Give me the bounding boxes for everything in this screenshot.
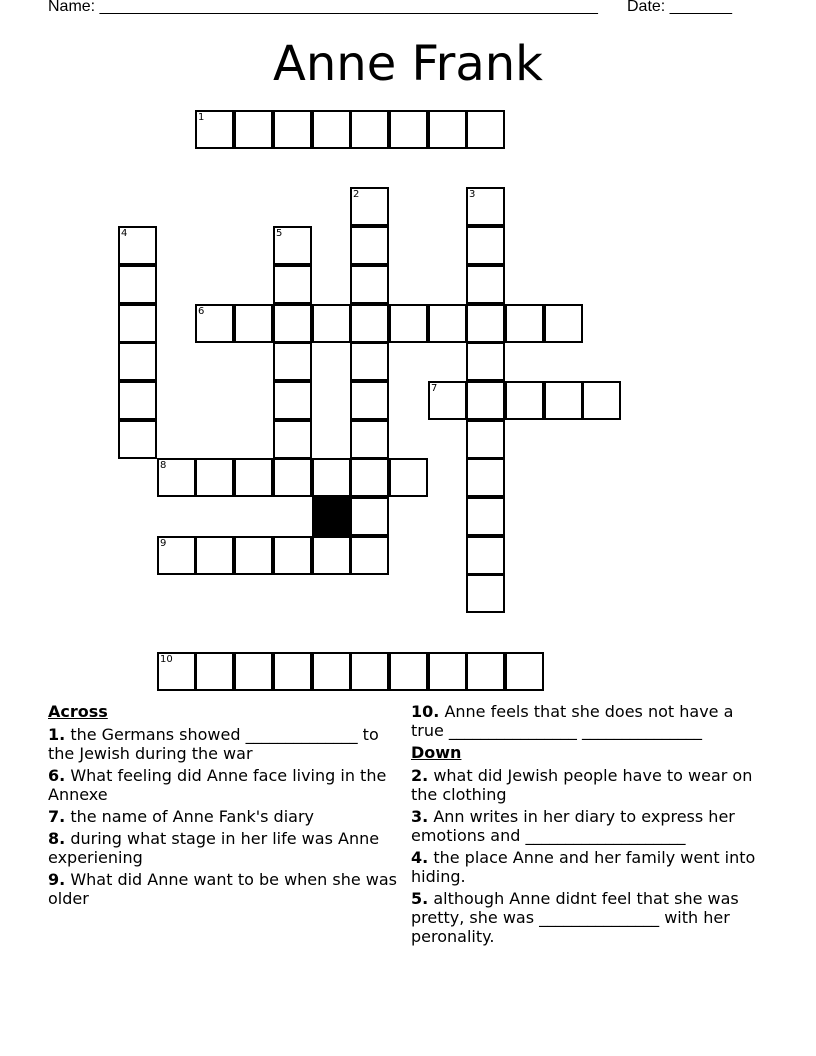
- crossword-cell[interactable]: [273, 652, 312, 691]
- crossword-cell[interactable]: [466, 458, 505, 497]
- crossword-cell[interactable]: [118, 342, 157, 381]
- clue-number: 4: [121, 228, 128, 239]
- crossword-cell[interactable]: [466, 187, 505, 226]
- clue-down-3: 3. Ann writes in her diary to express her emotions and ____________________: [411, 807, 735, 845]
- crossword-black-cell: [312, 497, 351, 536]
- crossword-cell[interactable]: [234, 536, 273, 575]
- clue-number: 1: [198, 112, 205, 123]
- crossword-cell[interactable]: [273, 458, 312, 497]
- crossword-cell[interactable]: [350, 110, 389, 149]
- crossword-cell[interactable]: [350, 420, 389, 459]
- crossword-cell[interactable]: [466, 574, 505, 613]
- crossword-cell[interactable]: [118, 381, 157, 420]
- crossword-cell[interactable]: [389, 304, 428, 343]
- page-title: Anne Frank: [273, 36, 543, 92]
- crossword-cell[interactable]: [312, 304, 351, 343]
- crossword-cell[interactable]: [350, 652, 389, 691]
- crossword-cell[interactable]: [350, 497, 389, 536]
- clue-down-2: 2. what did Jewish people have to wear on the clothing: [411, 766, 753, 804]
- crossword-cell[interactable]: [582, 381, 621, 420]
- crossword-cell[interactable]: [312, 458, 351, 497]
- crossword-cell[interactable]: [273, 381, 312, 420]
- name-field-label: Name: ________________________________________________________: [48, 0, 598, 15]
- crossword-cell[interactable]: [273, 226, 312, 265]
- crossword-cell[interactable]: [273, 304, 312, 343]
- crossword-cell[interactable]: [544, 304, 583, 343]
- crossword-cell[interactable]: [466, 652, 505, 691]
- crossword-cell[interactable]: [389, 458, 428, 497]
- crossword-cell[interactable]: [389, 652, 428, 691]
- crossword-cell[interactable]: [195, 304, 234, 343]
- crossword-cell[interactable]: [428, 304, 467, 343]
- crossword-cell[interactable]: [273, 420, 312, 459]
- crossword-cell[interactable]: [466, 381, 505, 420]
- crossword-cell[interactable]: [118, 420, 157, 459]
- crossword-cell[interactable]: [195, 652, 234, 691]
- clue-across-6: 6. What feeling did Anne face living in the Annexe: [48, 766, 387, 804]
- clue-across-7: 7. the name of Anne Fank's diary: [48, 807, 314, 826]
- clue-number: 3: [469, 189, 476, 200]
- crossword-cell[interactable]: [273, 536, 312, 575]
- crossword-cell[interactable]: [350, 226, 389, 265]
- crossword-cell[interactable]: [195, 458, 234, 497]
- crossword-cell[interactable]: [273, 342, 312, 381]
- crossword-cell[interactable]: [157, 536, 196, 575]
- clue-across-9: 9. What did Anne want to be when she was older: [48, 870, 397, 908]
- crossword-cell[interactable]: [234, 304, 273, 343]
- clues-right-column: [411, 702, 766, 949]
- crossword-cell[interactable]: [505, 652, 544, 691]
- crossword-cell[interactable]: [466, 110, 505, 149]
- clue-number: 7: [431, 383, 438, 394]
- crossword-cell[interactable]: [195, 536, 234, 575]
- clue-down-4: 4. the place Anne and her family went into hiding.: [411, 848, 756, 886]
- crossword-cell[interactable]: [118, 265, 157, 304]
- clue-number: 2: [353, 189, 360, 200]
- crossword-cell[interactable]: [350, 536, 389, 575]
- crossword-cell[interactable]: [118, 304, 157, 343]
- crossword-cell[interactable]: [350, 342, 389, 381]
- clue-across-8: 8. during what stage in her life was Anne experiening: [48, 829, 380, 867]
- crossword-cell[interactable]: [466, 226, 505, 265]
- clue-across-1: 1. the Germans showed ______________ to the Jewish during the war: [48, 725, 379, 763]
- down-heading: Down: [411, 743, 462, 762]
- crossword-cell[interactable]: [312, 652, 351, 691]
- clue-across-10: 10. Anne feels that she does not have a true ________________ _______________: [411, 702, 734, 740]
- crossword-cell[interactable]: [195, 110, 234, 149]
- crossword-cell[interactable]: [350, 381, 389, 420]
- crossword-cell[interactable]: [428, 381, 467, 420]
- crossword-cell[interactable]: [466, 342, 505, 381]
- crossword-cell[interactable]: [428, 652, 467, 691]
- crossword-cell[interactable]: [544, 381, 583, 420]
- crossword-cell[interactable]: [428, 110, 467, 149]
- clue-number: 8: [160, 460, 167, 471]
- clue-down-5: 5. although Anne didnt feel that she was pretty, she was _______________ with her peronality.: [411, 889, 739, 946]
- crossword-cell[interactable]: [350, 265, 389, 304]
- clues-left-column: [48, 702, 403, 911]
- crossword-cell[interactable]: [350, 458, 389, 497]
- crossword-cell[interactable]: [234, 110, 273, 149]
- crossword-cell[interactable]: [466, 536, 505, 575]
- crossword-cell[interactable]: [466, 420, 505, 459]
- crossword-cell[interactable]: [273, 110, 312, 149]
- crossword-cell[interactable]: [234, 652, 273, 691]
- crossword-cell[interactable]: [505, 381, 544, 420]
- crossword-cell[interactable]: [312, 536, 351, 575]
- crossword-cell[interactable]: [505, 304, 544, 343]
- clue-number: 6: [198, 306, 205, 317]
- crossword-cell[interactable]: [273, 265, 312, 304]
- crossword-cell[interactable]: [118, 226, 157, 265]
- clue-number: 9: [160, 538, 167, 549]
- clue-number: 5: [276, 228, 283, 239]
- crossword-cell[interactable]: [466, 265, 505, 304]
- crossword-cell[interactable]: [234, 458, 273, 497]
- crossword-cell[interactable]: [312, 110, 351, 149]
- crossword-cell[interactable]: [389, 110, 428, 149]
- crossword-cell[interactable]: [157, 652, 196, 691]
- clue-number: 10: [160, 654, 173, 665]
- worksheet-header: [48, 0, 732, 16]
- crossword-cell[interactable]: [157, 458, 196, 497]
- date-field-label: Date: _______: [627, 0, 732, 15]
- crossword-cell[interactable]: [466, 497, 505, 536]
- crossword-cell[interactable]: [466, 304, 505, 343]
- crossword-cell[interactable]: [350, 187, 389, 226]
- across-heading: Across: [48, 702, 108, 721]
- crossword-cell[interactable]: [350, 304, 389, 343]
